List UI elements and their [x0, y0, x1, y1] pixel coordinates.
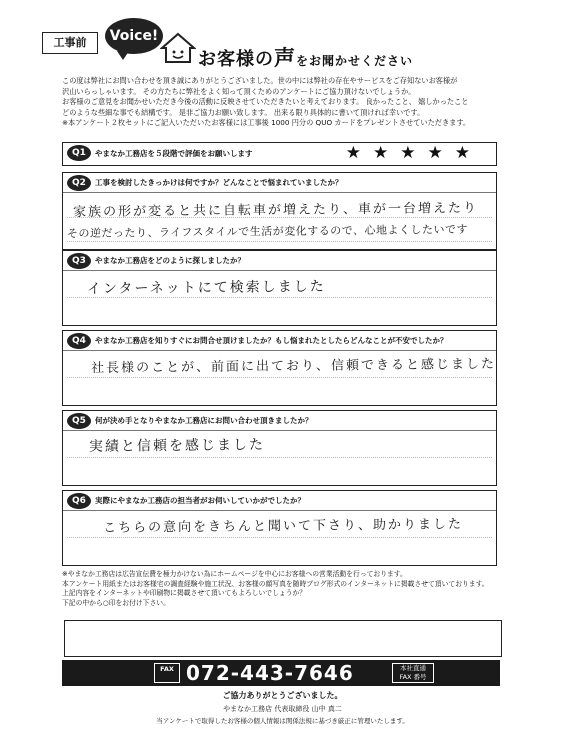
- fax-label: [392, 663, 434, 683]
- answer-rule: [67, 377, 492, 378]
- handwritten-answer: 実績と信頼を感じました: [88, 437, 266, 455]
- handwritten-answer: こちらの意向をきちんと聞いて下さり、助かりました: [102, 517, 464, 536]
- privacy-notice: 当アンケートで取得したお客様の個人情報は関係法規に基づき厳正に管理いたします。: [156, 717, 409, 725]
- intro-line: お客様のご意見をお聞かせいただき今後の活動に反映させていただきたいと考えております。 良かったこと、 嬉しかったこと: [62, 97, 469, 106]
- notice-line: 本アンケート用紙またはお客様宅の調査経験や施工状況、お客様の顔写真を随時ブログ形式のインターネットに掲載させて頂いております。: [62, 579, 489, 588]
- house-icon: [160, 32, 196, 64]
- consent-choice-box[interactable]: [64, 620, 502, 657]
- question-text: やまなか工務店をどのように探しましたか？: [95, 256, 245, 265]
- fax-label-line: 本社直通: [400, 664, 426, 672]
- question-header: [63, 491, 496, 511]
- fax-banner: [62, 660, 500, 686]
- status-tag: 工事前: [42, 32, 98, 54]
- title-part-a: お客様の: [198, 49, 274, 70]
- title-part-b: 声: [274, 46, 296, 70]
- handwritten-answer: インターネットにて検索しました: [86, 278, 326, 298]
- question-5: [62, 410, 497, 486]
- question-header: [63, 251, 496, 271]
- question-text: 工事を検討したきっかけは何ですか？どんなことで悩まれていましたか？: [95, 178, 343, 187]
- answer-rule: [67, 457, 492, 458]
- question-header: [63, 173, 496, 193]
- handwritten-answer: その逆だったり、ライフスタイルで生活が変化するので、心地よくしたいです: [66, 222, 469, 241]
- fax-label-line: FAX 番号: [399, 673, 427, 681]
- intro-line: どのような些細な事でも結構です。 是非ご協力お願い致します。 出来る限り具体的に書いて頂ければ幸いです。: [62, 107, 425, 117]
- question-header: [63, 143, 496, 163]
- question-number: Q5: [67, 413, 91, 429]
- company-signature: やまなか工務店 代表取締役 山中 真二: [223, 705, 342, 713]
- question-1: [62, 142, 497, 166]
- thanks-text: ご協力ありがとうございました。: [222, 691, 343, 700]
- intro-line: この度は弊社にお問い合わせを頂き誠にありがとうございました。世の中には弊社の存在やサービスをご存知ないお客様が: [62, 76, 458, 85]
- question-number: Q6: [67, 493, 91, 509]
- answer-rule: [67, 241, 492, 242]
- voice-badge: Voice!: [105, 18, 163, 54]
- publication-notice: [62, 570, 532, 608]
- rating-stars[interactable]: ★★★★★: [345, 143, 482, 163]
- intro-line: ※本アンケート２枚セットにご記入いただいたお客様には工事後 1000 円分の QUO カードをプレゼントさせていただきます。: [62, 118, 471, 127]
- handwritten-answer: 家族の形が変ると共に自転車が増えたり、車が一台増えたり: [72, 200, 479, 221]
- question-header: [63, 411, 496, 431]
- question-6: [62, 490, 497, 566]
- handwritten-answer: 社長様のことが、前面に出ており、信頼できると感じました: [90, 356, 497, 377]
- question-header: [63, 331, 496, 351]
- notice-line: ※やまなか工務店は広告宣伝費を極力かけない為にホームページを中心にお客様への営業活動を行っております。: [62, 570, 407, 578]
- page-title: [198, 42, 413, 72]
- question-text: 実際にやまなか工務店の担当者がお伺いしていかがでしたか？: [95, 496, 305, 505]
- fax-icon: FAX: [154, 663, 180, 683]
- question-number: Q3: [67, 253, 91, 269]
- question-2: [62, 172, 497, 250]
- answer-rule: [67, 537, 492, 538]
- question-text: やまなか工務店を５段階で評価をお願いします: [95, 148, 253, 158]
- title-part-c: をお聞かせください: [296, 54, 414, 68]
- question-text: 何が決め手となりやまなか工務店にお問い合わせ頂きましたか？: [95, 416, 313, 425]
- fax-number: 072-443-7646: [186, 661, 354, 685]
- intro-text: [62, 76, 532, 129]
- notice-line: 上記内容をインターネットや印刷物に掲載させて頂いてもよろしいでしょうか？: [62, 589, 307, 597]
- question-text: やまなか工務店を知りすぐにお問合せ頂けましたか？もし悩まれたとしたらどんなことが不安でしたか？: [95, 336, 448, 345]
- intro-line: 沢山いらっしゃいます。 その方たちに弊社をよく知って頂くためのアンケートにご協力頂けないでしょうか。: [62, 86, 416, 96]
- question-number: Q2: [67, 175, 91, 191]
- question-4: [62, 330, 497, 406]
- question-3: [62, 250, 497, 326]
- notice-line: 下記の中から○印をお付け下さい。: [62, 598, 170, 607]
- question-number: Q1: [67, 145, 91, 161]
- question-number: Q4: [67, 333, 91, 349]
